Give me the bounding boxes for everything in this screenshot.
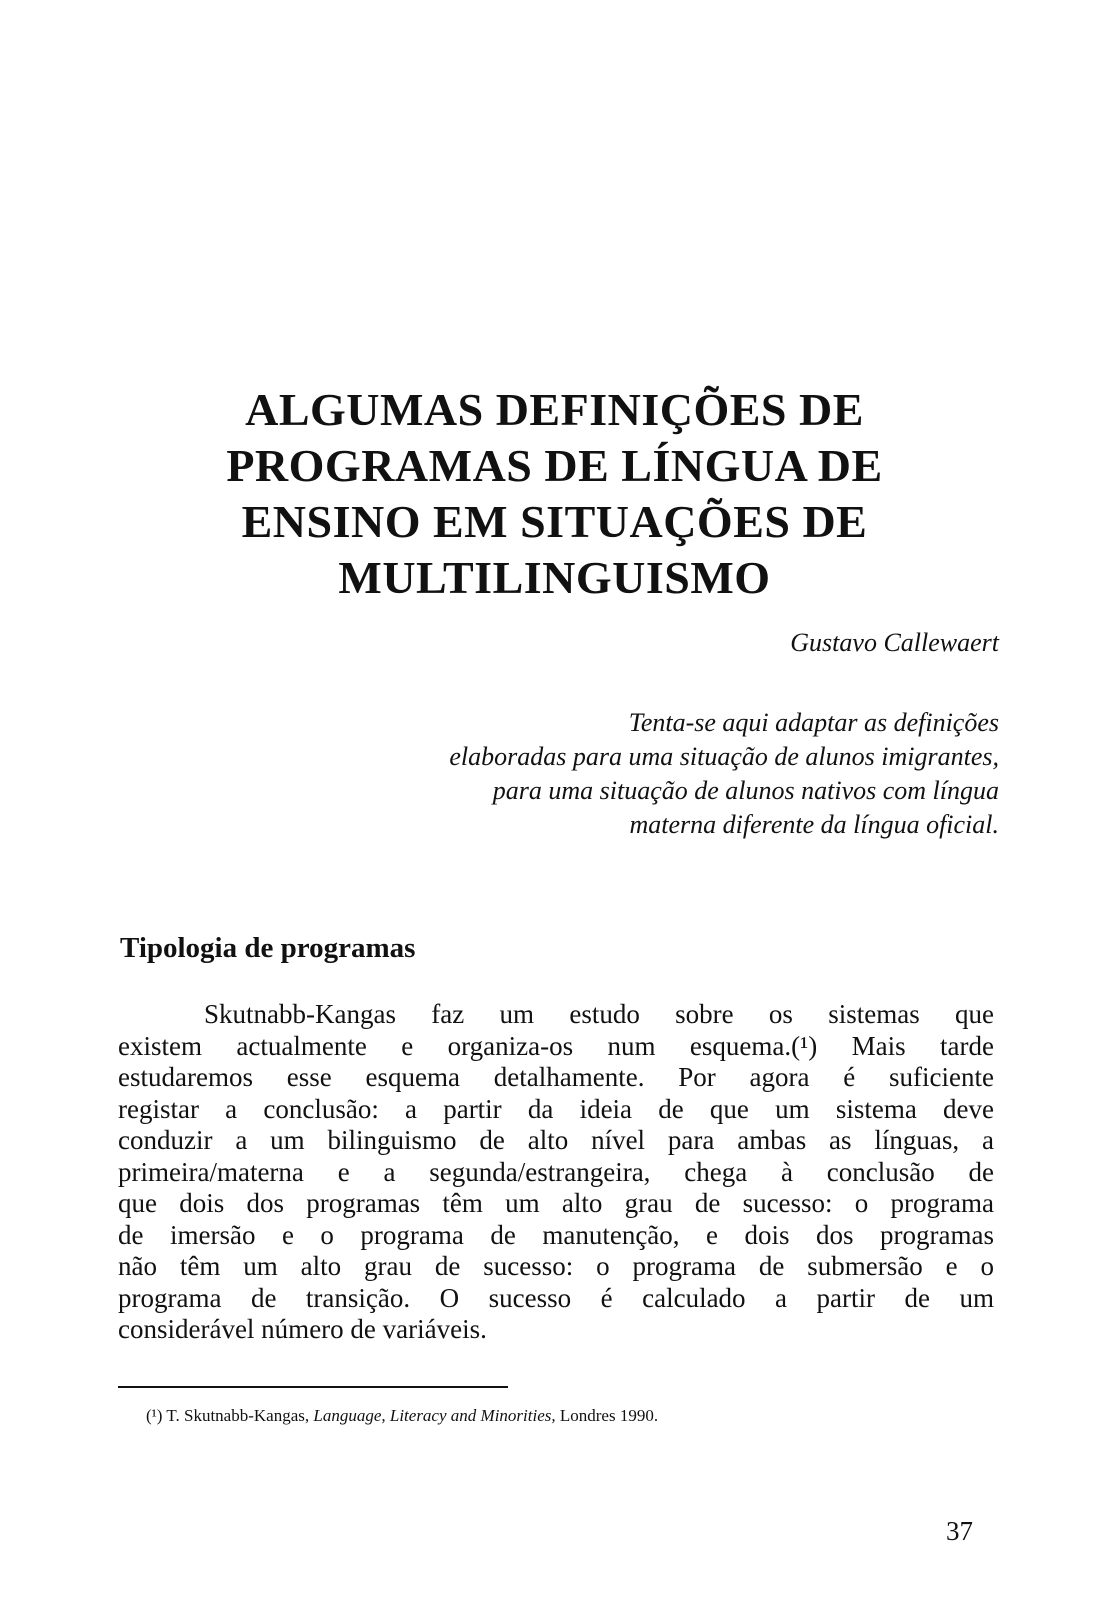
paragraph-line: conduzir a um bilinguismo de alto nível para ambas as línguas, a [118, 1125, 994, 1155]
paragraph-line: de imersão e o programa de manutenção, e dois dos programas [118, 1219, 994, 1250]
paragraph-line: Skutnabb-Kangas faz um estudo sobre os sistemas que [204, 999, 994, 1029]
title-line: PROGRAMAS DE LÍNGUA DE [226, 440, 883, 491]
footnote-place-year: Londres 1990. [559, 1406, 659, 1425]
footnote-divider [118, 1386, 508, 1388]
epigraph [239, 706, 999, 842]
footnote [146, 1406, 658, 1426]
paragraph-line: que dois dos programas têm um alto grau de sucesso: o programa [118, 1188, 994, 1218]
title-line: MULTILINGUISMO [338, 552, 771, 603]
title-line: ENSINO EM SITUAÇÕES DE [241, 496, 868, 547]
body-paragraph [118, 999, 994, 1346]
article-title [0, 382, 1109, 606]
paragraph-line: considerável número de variáveis. [118, 1314, 487, 1344]
paragraph-line: registar a conclusão: a partir da ideia de que um sistema deve [118, 1093, 994, 1124]
footnote-book-title: Language, Literacy and Minorities, [313, 1406, 556, 1425]
epigraph-line: para uma situação de alunos nativos com língua [492, 776, 999, 805]
page-number: 37 [946, 1516, 973, 1546]
footnote-author: T. Skutnabb-Kangas, [166, 1406, 310, 1425]
epigraph-line: elaboradas para uma situação de alunos imigrantes, [449, 742, 999, 771]
section-heading: Tipologia de programas [120, 932, 416, 964]
paragraph-line: primeira/materna e a segunda/estrangeira, chega à conclusão de [118, 1156, 994, 1187]
footnote-marker: (¹) [146, 1406, 163, 1425]
author-name: Gustavo Callewaert [790, 628, 999, 657]
epigraph-line: Tenta-se aqui adaptar as definições [628, 708, 999, 737]
paragraph-line: estudaremos esse esquema detalhamente. Por agora é suficiente [118, 1062, 994, 1092]
title-line: ALGUMAS DEFINIÇÕES DE [245, 384, 864, 435]
paragraph-line: existem actualmente e organiza-os num esquema.(¹) Mais tarde [118, 1030, 994, 1061]
epigraph-line: materna diferente da língua oficial. [629, 810, 999, 839]
paragraph-line: programa de transição. O sucesso é calculado a partir de um [118, 1282, 994, 1313]
paragraph-line: não têm um alto grau de sucesso: o programa de submersão e o [118, 1251, 994, 1281]
